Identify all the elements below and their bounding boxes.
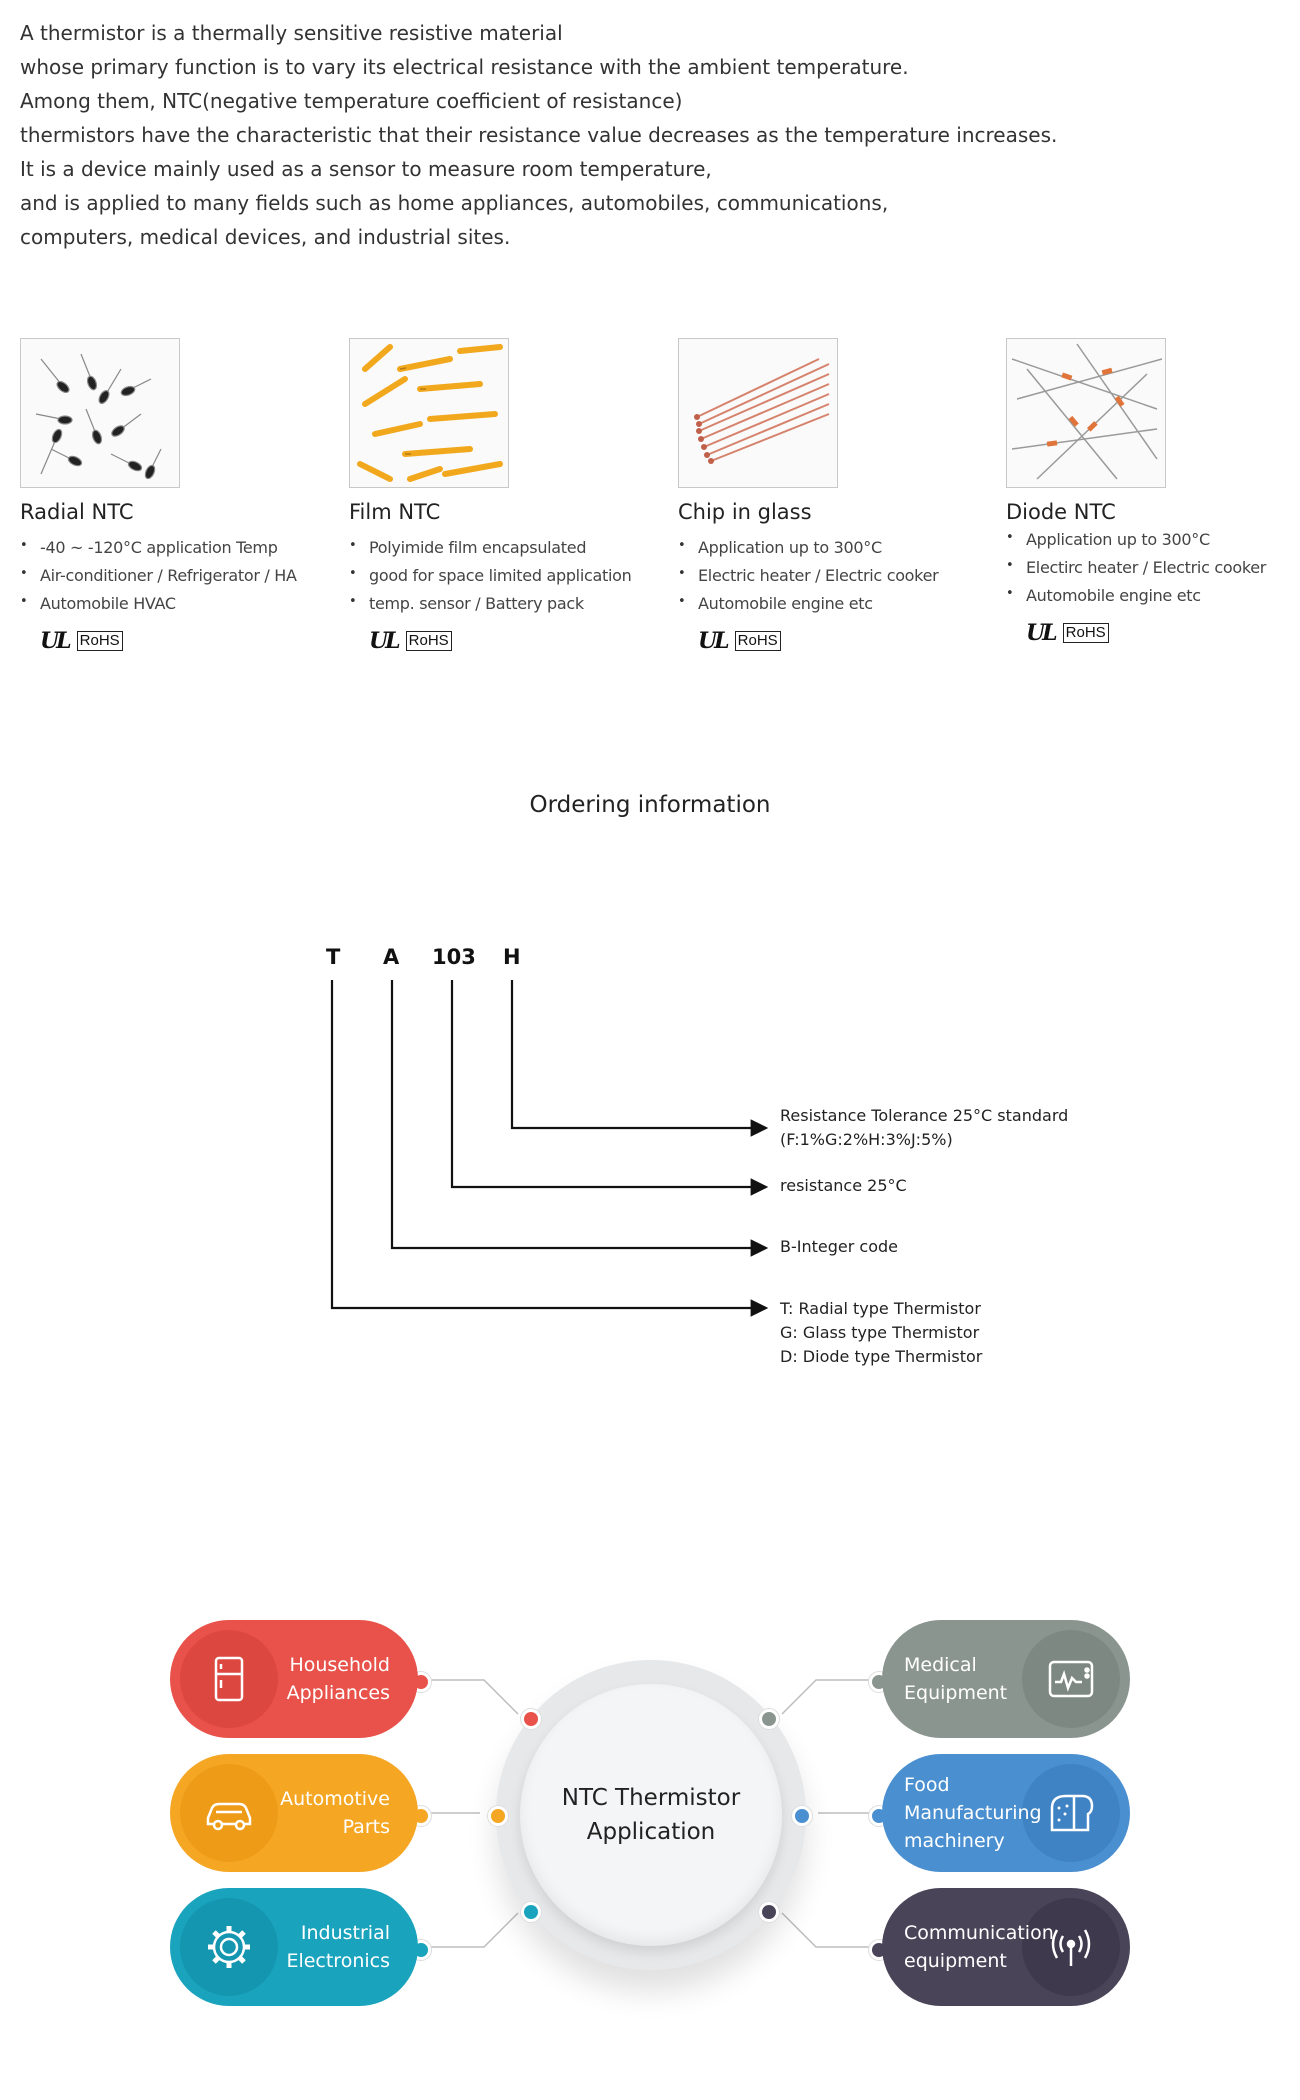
desc-line: resistance 25°C bbox=[780, 1176, 907, 1195]
label-line: Manufacturing bbox=[904, 1802, 1042, 1824]
intro-line: computers, medical devices, and industrial sites. bbox=[20, 225, 511, 249]
refrigerator-icon bbox=[180, 1630, 278, 1728]
application-food-manufacturing[interactable] bbox=[882, 1754, 1130, 1872]
product-name: Radial NTC bbox=[20, 500, 134, 524]
rohs-logo: RoHS bbox=[77, 631, 123, 651]
desc-line: Resistance Tolerance 25°C standard bbox=[780, 1106, 1069, 1125]
intro-line: Among them, NTC(negative temperature coefficient of resistance) bbox=[20, 89, 683, 113]
intro-line: A thermistor is a thermally sensitive resistive material bbox=[20, 21, 563, 45]
pill-label bbox=[904, 1754, 1042, 1872]
rohs-logo: RoHS bbox=[1063, 623, 1109, 643]
hub-dot-automotive bbox=[488, 1806, 508, 1826]
rohs-logo: RoHS bbox=[735, 631, 781, 651]
car-icon bbox=[180, 1764, 278, 1862]
code-tolerance: H bbox=[503, 945, 521, 969]
label-line: Household bbox=[289, 1654, 390, 1676]
desc-line: D: Diode type Thermistor bbox=[780, 1347, 983, 1366]
application-communication-equipment[interactable] bbox=[882, 1888, 1130, 2006]
feature-item: • Polyimide film encapsulated bbox=[349, 534, 669, 562]
product-name: Film NTC bbox=[349, 500, 441, 524]
pill-label bbox=[904, 1620, 1007, 1738]
code-resistance: 103 bbox=[432, 945, 476, 969]
label-line: Automotive bbox=[280, 1788, 390, 1810]
hub-dot-food bbox=[792, 1806, 812, 1826]
feature-item: • Application up to 300°C bbox=[1006, 526, 1300, 554]
ul-logo: UL bbox=[369, 628, 398, 654]
hub-title-line: Application bbox=[586, 1819, 716, 1845]
intro-line: whose primary function is to vary its electrical resistance with the ambient temperature. bbox=[20, 55, 909, 79]
hub-dot-industrial bbox=[521, 1902, 541, 1922]
label-line: Parts bbox=[342, 1816, 390, 1838]
hub-dot-medical bbox=[759, 1709, 779, 1729]
rohs-logo: RoHS bbox=[406, 631, 452, 651]
hub-dot-household bbox=[521, 1709, 541, 1729]
desc-line: (F:1%G:2%H:3%J:5%) bbox=[780, 1130, 953, 1149]
label-line: Equipment bbox=[904, 1682, 1008, 1704]
hub-dot-communication bbox=[759, 1902, 779, 1922]
application-industrial-electronics[interactable] bbox=[170, 1888, 418, 2006]
gear-icon bbox=[180, 1898, 278, 1996]
label-line: Appliances bbox=[286, 1682, 390, 1704]
monitor-icon bbox=[1022, 1630, 1120, 1728]
label-line: Communication bbox=[904, 1922, 1054, 1944]
feature-item: • -40 ~ -120°C application Temp bbox=[20, 534, 340, 562]
ul-logo: UL bbox=[1026, 620, 1055, 646]
feature-item: • good for space limited application bbox=[349, 562, 669, 590]
feature-item: • Automobile HVAC bbox=[20, 590, 340, 618]
feature-item: • Automobile engine etc bbox=[678, 590, 998, 618]
feature-item: • Electric heater / Electric cooker bbox=[678, 562, 998, 590]
code-letter-b-integer: A bbox=[383, 945, 400, 969]
ul-logo: UL bbox=[698, 628, 727, 654]
pill-label bbox=[286, 1888, 390, 2006]
label-line: Electronics bbox=[286, 1950, 390, 1972]
feature-item: • Automobile engine etc bbox=[1006, 582, 1300, 610]
desc-line: B-Integer code bbox=[780, 1237, 898, 1256]
intro-line: thermistors have the characteristic that their resistance value decreases as the temperature increases. bbox=[20, 123, 1058, 147]
application-automotive-parts[interactable] bbox=[170, 1754, 418, 1872]
application-household-appliances[interactable] bbox=[170, 1620, 418, 1738]
ordering-title: Ordering information bbox=[529, 792, 771, 818]
feature-item: • Air-conditioner / Refrigerator / HA bbox=[20, 562, 340, 590]
feature-item: • Application up to 300°C bbox=[678, 534, 998, 562]
pill-label bbox=[280, 1754, 390, 1872]
application-hub bbox=[520, 1684, 782, 1946]
desc-line: G: Glass type Thermistor bbox=[780, 1323, 980, 1342]
label-line: equipment bbox=[904, 1950, 1007, 1972]
intro-line: and is applied to many fields such as home appliances, automobiles, communications, bbox=[20, 191, 889, 215]
label-line: Medical bbox=[904, 1654, 977, 1676]
label-line: Food bbox=[904, 1774, 950, 1796]
pill-label bbox=[287, 1620, 390, 1738]
desc-line: T: Radial type Thermistor bbox=[780, 1299, 981, 1318]
product-name: Chip in glass bbox=[678, 500, 812, 524]
intro-line: It is a device mainly used as a sensor to measure room temperature, bbox=[20, 157, 712, 181]
label-line: Industrial bbox=[300, 1922, 390, 1944]
code-letter-type: T bbox=[326, 945, 341, 969]
application-medical-equipment[interactable] bbox=[882, 1620, 1130, 1738]
product-name: Diode NTC bbox=[1006, 500, 1116, 524]
label-line: machinery bbox=[904, 1830, 1005, 1852]
pill-label bbox=[904, 1888, 1054, 2006]
hub-title-line: NTC Thermistor bbox=[561, 1785, 741, 1811]
feature-item: • temp. sensor / Battery pack bbox=[349, 590, 669, 618]
ul-logo: UL bbox=[40, 628, 69, 654]
feature-item: • Electirc heater / Electric cooker bbox=[1006, 554, 1300, 582]
